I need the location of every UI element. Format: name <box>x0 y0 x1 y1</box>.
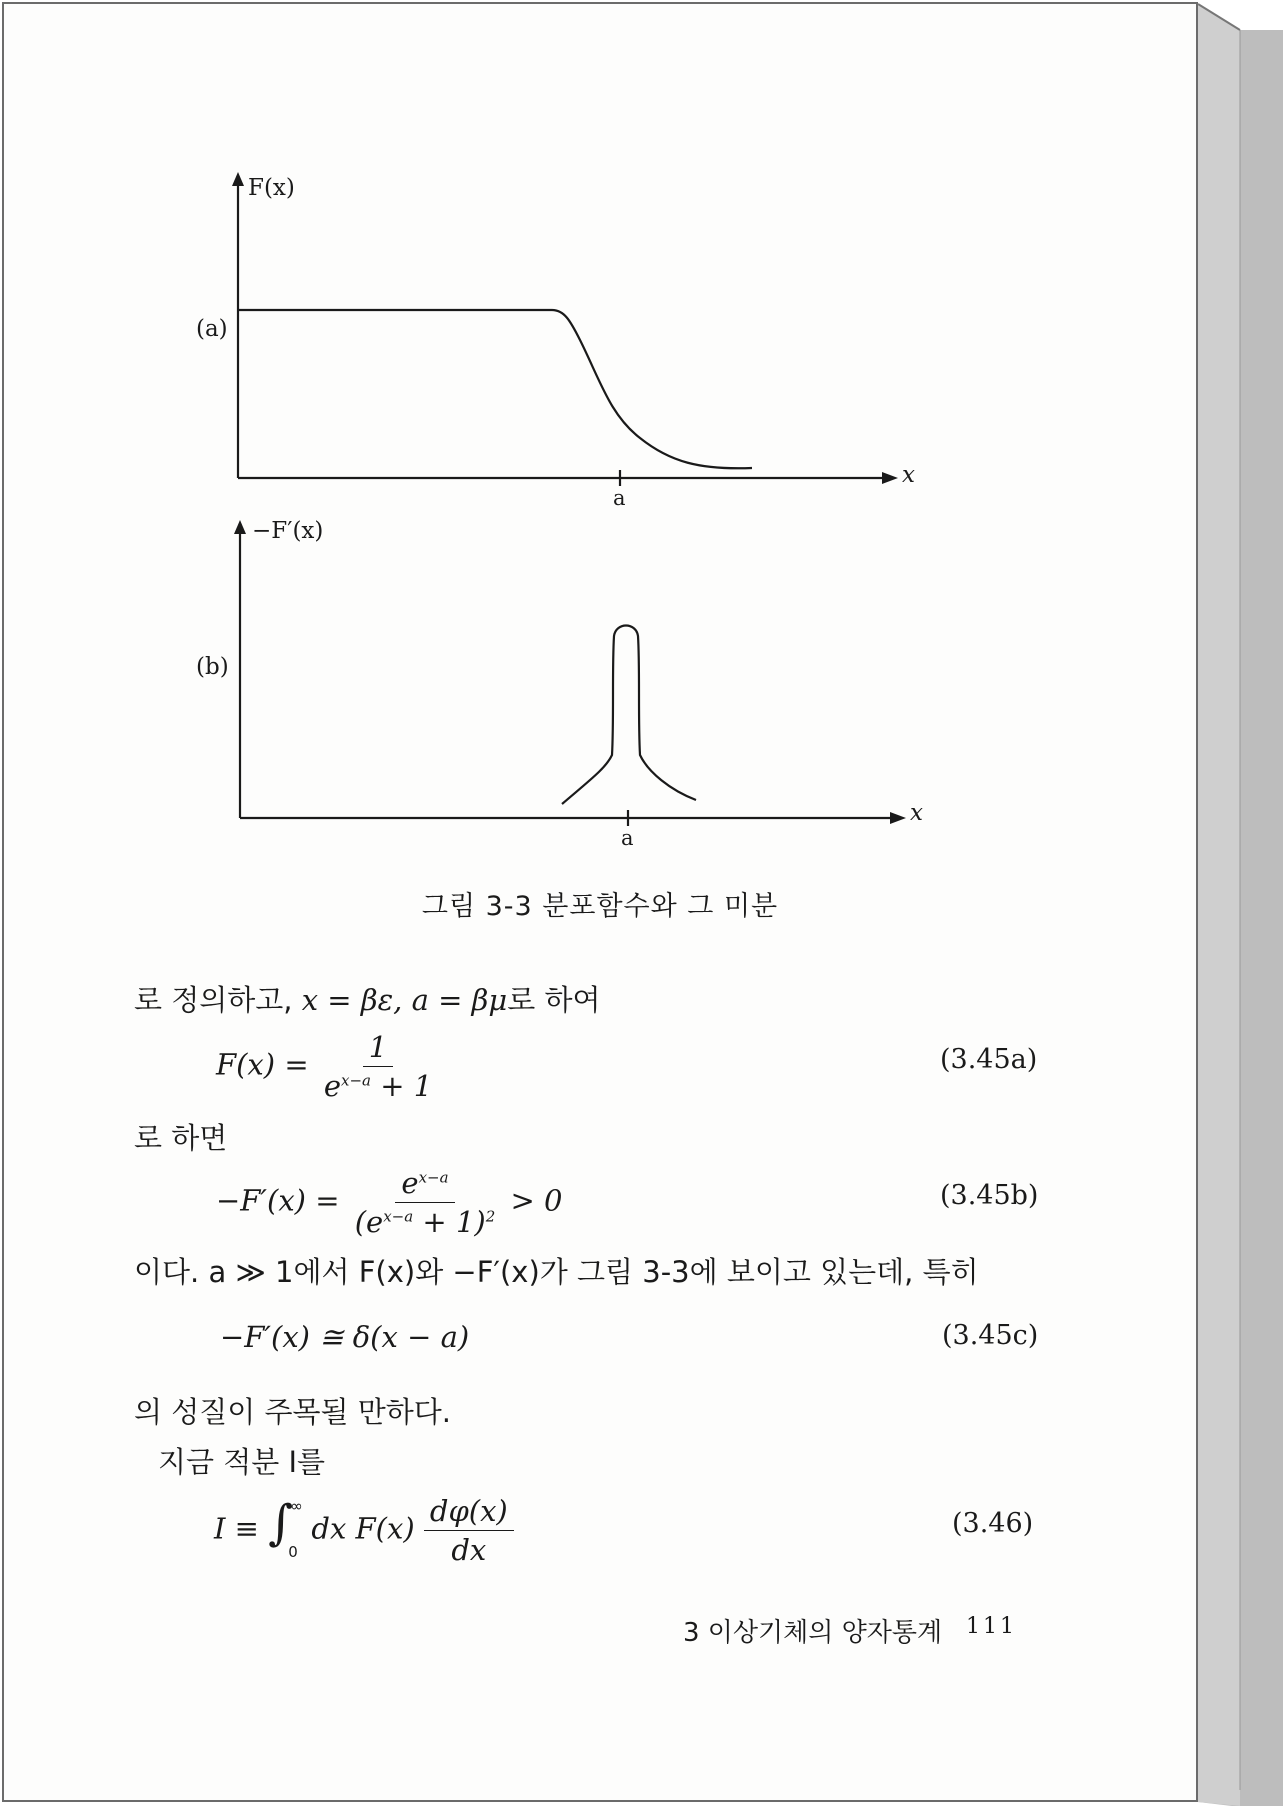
text-line-3: 이다. a ≫ 1에서 F(x)와 −F′(x)가 그림 3-3에 보이고 있는데, 특히 <box>134 1255 979 1289</box>
running-footer: 3 이상기체의 양자통계 <box>683 1618 943 1648</box>
equation-3-45a: F(x) = $\frac{1}{e^{x-a} + 1}$ <box>216 1030 433 1103</box>
equation-3-45b: −F′(x) = $\frac{e^{x-a}}{(e^{x-a} + 1)^2}$ > 0 <box>216 1166 563 1239</box>
panel-a-y-label: F(x) <box>248 175 295 201</box>
equation-3-46: I ≡ ∫ ∞ 0 dx F(x) $\frac{d\varphi(x)}{dx}$ <box>214 1494 514 1567</box>
equation-number-3-46: (3.46) <box>952 1508 1034 1539</box>
panel-b-x-label: x <box>910 800 923 826</box>
panel-a-x-arrow <box>882 472 898 484</box>
panel-b-curve <box>562 626 696 805</box>
panel-b <box>234 520 906 826</box>
panel-a-curve <box>238 310 752 468</box>
figure-3-3 <box>0 0 1283 900</box>
panel-b-y-label: −F′(x) <box>252 518 324 544</box>
equation-number-3-45b: (3.45b) <box>940 1180 1039 1211</box>
text-line-5: 지금 적분 I를 <box>158 1445 326 1479</box>
text-line-4: 의 성질이 주목될 만하다. <box>134 1395 452 1429</box>
panel-a-tick-label: a <box>613 486 626 510</box>
panel-a-y-arrow <box>232 172 244 186</box>
panel-b-y-arrow <box>234 520 246 534</box>
panel-b-x-arrow <box>890 812 906 824</box>
equation-number-3-45c: (3.45c) <box>942 1320 1039 1351</box>
equation-number-3-45a: (3.45a) <box>940 1044 1038 1075</box>
panel-a <box>232 172 898 486</box>
panel-b-tag: (b) <box>196 654 229 680</box>
panel-a-tag: (a) <box>196 316 228 342</box>
equation-3-45c: −F′(x) ≅ δ(x − a) <box>220 1320 470 1354</box>
figure-caption: 그림 3-3 분포함수와 그 미분 <box>421 891 779 922</box>
panel-a-x-label: x <box>902 462 915 488</box>
panel-b-tick-label: a <box>621 826 634 850</box>
page-number: 111 <box>966 1614 1017 1639</box>
text-line-2: 로 하면 <box>134 1121 228 1155</box>
text-line-1: 로 정의하고, x = βε, a = βμ로 하여 <box>134 983 601 1017</box>
